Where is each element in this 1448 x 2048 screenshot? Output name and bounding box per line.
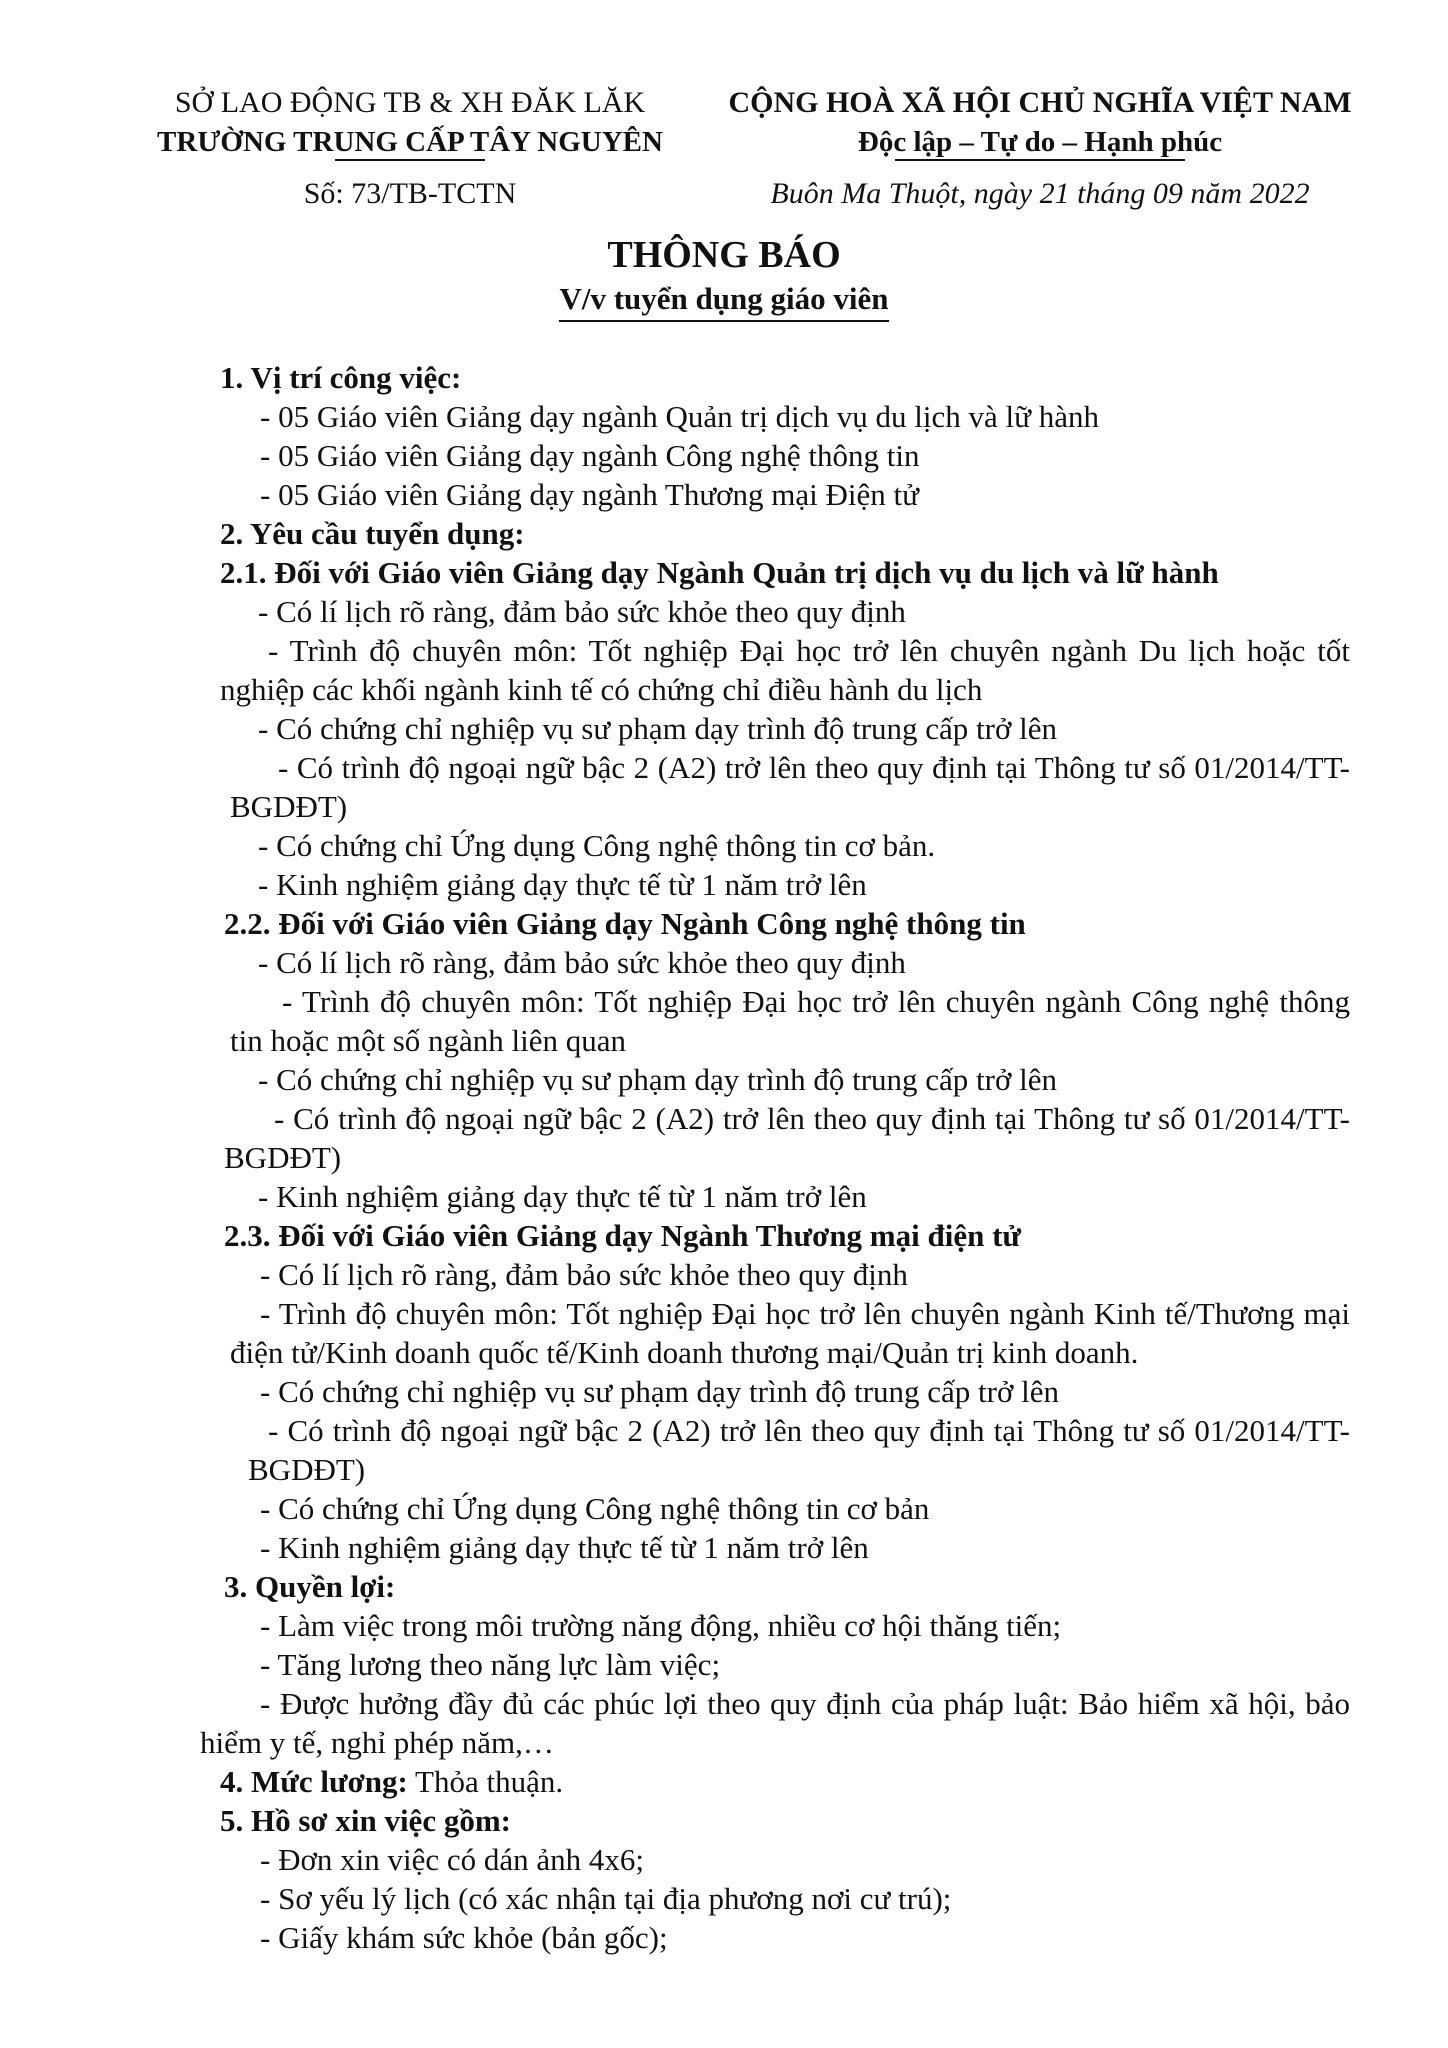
motto-underline — [858, 159, 1222, 161]
section-2-3-item: - Có trình độ ngoại ngữ bậc 2 (A2) trở lên theo quy định tại Thông tư số 01/2014/TT-BGDĐT) — [248, 1413, 1350, 1487]
issuer-school-text: TRƯỜNG TRUNG CẤP TÂY NGUYÊN — [157, 126, 663, 158]
document-subtitle-text: V/v tuyển dụng giáo viên — [559, 280, 888, 322]
motto — [858, 123, 1222, 161]
section-2-2-item: - Có lí lịch rõ ràng, đảm bảo sức khỏe theo quy định — [258, 945, 906, 980]
section-4-value: Thỏa thuận. — [407, 1764, 564, 1799]
section-2-1-item: - Có lí lịch rõ ràng, đảm bảo sức khỏe theo quy định — [258, 594, 906, 629]
section-2-1-item: - Kinh nghiệm giảng dạy thực tế từ 1 năm trở lên — [258, 867, 867, 902]
section-2-1-item: - Trình độ chuyên môn: Tốt nghiệp Đại học trở lên chuyên ngành Du lịch hoặc tốt nghiệp các khối ngành kinh tế có chứng chỉ điều hành du lịch — [220, 633, 1350, 707]
section-1-item: - 05 Giáo viên Giảng dạy ngành Quản trị dịch vụ du lịch và lữ hành — [260, 399, 1099, 434]
section-2-2-item: - Có chứng chỉ nghiệp vụ sư phạm dạy trình độ trung cấp trở lên — [258, 1062, 1058, 1097]
place-date: Buôn Ma Thuột, ngày 21 tháng 09 năm 2022 — [770, 177, 1310, 210]
section-3-item: - Được hưởng đầy đủ các phúc lợi theo quy định của pháp luật: Bảo hiểm xã hội, bảo hiểm y tế, nghỉ phép năm,… — [200, 1686, 1350, 1760]
document-subtitle — [0, 280, 1448, 322]
section-5-item: - Sơ yếu lý lịch (có xác nhận tại địa phương nơi cư trú); — [260, 1881, 952, 1916]
section-3-item: - Làm việc trong môi trường năng động, nhiều cơ hội thăng tiến; — [260, 1608, 1062, 1643]
issuer-department: SỞ LAO ĐỘNG TB & XH ĐĂK LĂK — [174, 86, 646, 119]
section-5-heading: 5. Hồ sơ xin việc gồm: — [220, 1803, 511, 1838]
section-2-2-item: - Có trình độ ngoại ngữ bậc 2 (A2) trở lên theo quy định tại Thông tư số 01/2014/TT-BGDĐT) — [224, 1101, 1350, 1175]
section-2-1-item: - Có chứng chỉ nghiệp vụ sư phạm dạy trình độ trung cấp trở lên — [258, 711, 1058, 746]
section-2-1-item: - Có chứng chỉ Ứng dụng Công nghệ thông tin cơ bản. — [258, 828, 936, 863]
section-3-item: - Tăng lương theo năng lực làm việc; — [260, 1647, 721, 1682]
document-body — [200, 358, 1350, 1957]
section-2-heading: 2. Yêu cầu tuyển dụng: — [220, 516, 525, 551]
section-2-2-heading: 2.2. Đối với Giáo viên Giảng dạy Ngành Công nghệ thông tin — [224, 906, 1026, 941]
section-5-item: - Đơn xin việc có dán ảnh 4x6; — [260, 1842, 644, 1877]
document-number: Số: 73/TB-TCTN — [303, 177, 517, 210]
section-2-2-item: - Kinh nghiệm giảng dạy thực tế từ 1 năm trở lên — [258, 1179, 867, 1214]
section-2-3-item: - Trình độ chuyên môn: Tốt nghiệp Đại học trở lên chuyên ngành Kinh tế/Thương mại điện tử/Kinh doanh quốc tế/Kinh doanh thương mại/Quản trị kinh doanh. — [230, 1296, 1350, 1370]
section-4-heading: 4. Mức lương: — [220, 1764, 408, 1799]
section-2-3-item: - Có chứng chỉ Ứng dụng Công nghệ thông tin cơ bản — [260, 1491, 930, 1526]
section-3-heading: 3. Quyền lợi: — [224, 1569, 396, 1604]
national-motto-block — [720, 84, 1360, 213]
section-2-3-item: - Kinh nghiệm giảng dạy thực tế từ 1 năm trở lên — [260, 1530, 869, 1565]
document-title: THÔNG BÁO — [607, 234, 841, 276]
section-4 — [210, 1762, 1350, 1801]
section-1-heading: 1. Vị trí công việc: — [220, 360, 462, 395]
section-2-1-item: - Có trình độ ngoại ngữ bậc 2 (A2) trở lên theo quy định tại Thông tư số 01/2014/TT-BGDĐT) — [230, 750, 1350, 824]
country-name: CỘNG HOÀ XÃ HỘI CHỦ NGHĨA VIỆT NAM — [728, 86, 1352, 119]
section-2-2-item: - Trình độ chuyên môn: Tốt nghiệp Đại học trở lên chuyên ngành Công nghệ thông tin hoặc một số ngành liên quan — [230, 984, 1350, 1058]
issuer-school — [157, 123, 663, 161]
section-2-3-heading: 2.3. Đối với Giáo viên Giảng dạy Ngành Thương mại điện tử — [224, 1218, 1022, 1253]
section-2-1-heading: 2.1. Đối với Giáo viên Giảng dạy Ngành Quản trị dịch vụ du lịch và lữ hành — [220, 555, 1219, 590]
issuer-underline — [157, 159, 663, 161]
section-2-3-item: - Có lí lịch rõ ràng, đảm bảo sức khỏe theo quy định — [260, 1257, 908, 1292]
section-1-item: - 05 Giáo viên Giảng dạy ngành Thương mại Điện tử — [260, 477, 919, 512]
motto-text: Độc lập – Tự do – Hạnh phúc — [857, 126, 1223, 158]
section-2-3-item: - Có chứng chỉ nghiệp vụ sư phạm dạy trình độ trung cấp trở lên — [260, 1374, 1060, 1409]
issuer-block — [140, 84, 680, 213]
section-5-item: - Giấy khám sức khỏe (bản gốc); — [260, 1920, 668, 1955]
section-1-item: - 05 Giáo viên Giảng dạy ngành Công nghệ thông tin — [260, 438, 920, 473]
